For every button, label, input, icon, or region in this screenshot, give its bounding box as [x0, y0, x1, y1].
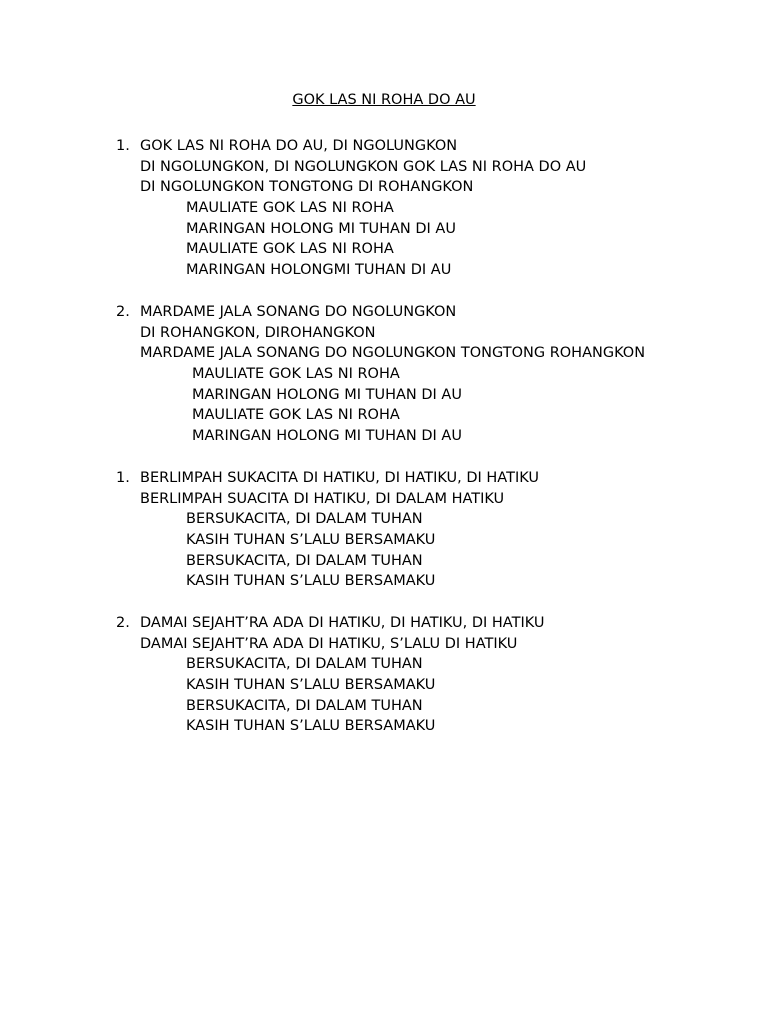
verse-line: 2. MARDAME JALA SONANG DO NGOLUNGKON — [116, 302, 736, 323]
verse-line: MARINGAN HOLONGMI TUHAN DI AU — [186, 262, 452, 279]
verse-number: 2. — [116, 304, 130, 320]
verse-line: DI NGOLUNGKON TONGTONG DI ROHANGKON — [140, 179, 474, 196]
verse-line: MAULIATE GOK LAS NI ROHA — [192, 407, 400, 424]
verse-number: 1. — [116, 470, 130, 486]
verse-3 — [116, 468, 736, 592]
verse-number: 1. — [116, 138, 130, 154]
verse-line: BERSUKACITA, DI DALAM TUHAN — [186, 656, 423, 673]
verse-line: KASIH TUHAN S’LALU BERSAMAKU — [186, 677, 436, 694]
verse-2 — [116, 302, 736, 447]
verse-line: MAULIATE GOK LAS NI ROHA — [186, 241, 394, 258]
verse-line: DAMAI SEJAHT’RA ADA DI HATIKU, S’LALU DI HATIKU — [140, 635, 518, 652]
verse-line: MARINGAN HOLONG MI TUHAN DI AU — [192, 386, 462, 403]
verse-4 — [116, 613, 736, 737]
verse-line: BERLIMPAH SUACITA DI HATIKU, DI DALAM HATIKU — [140, 490, 505, 507]
verse-line: 1. GOK LAS NI ROHA DO AU, DI NGOLUNGKON — [116, 136, 736, 157]
verse-line: 1. BERLIMPAH SUKACITA DI HATIKU, DI HATIKU, DI HATIKU — [116, 468, 736, 489]
verse-line: DI ROHANGKON, DIROHANGKON — [140, 324, 376, 341]
verse-1 — [116, 136, 736, 281]
document-title: GOK LAS NI ROHA DO AU — [292, 92, 476, 108]
verse-number: 2. — [116, 615, 130, 631]
verse-line: MARINGAN HOLONG MI TUHAN DI AU — [186, 220, 456, 237]
verse-line: DI NGOLUNGKON, DI NGOLUNGKON GOK LAS NI ROHA DO AU — [140, 158, 587, 175]
verse-line: MARINGAN HOLONG MI TUHAN DI AU — [192, 428, 462, 445]
verse-line: KASIH TUHAN S’LALU BERSAMAKU — [186, 718, 436, 735]
verse-line: 2. DAMAI SEJAHT’RA ADA DI HATIKU, DI HATIKU, DI HATIKU — [116, 613, 736, 634]
verse-line: MARDAME JALA SONANG DO NGOLUNGKON TONGTONG ROHANGKON — [140, 345, 646, 362]
verse-line: BERSUKACITA, DI DALAM TUHAN — [186, 552, 423, 569]
verse-line: MAULIATE GOK LAS NI ROHA — [192, 366, 400, 383]
verse-line: KASIH TUHAN S’LALU BERSAMAKU — [186, 573, 436, 590]
verse-line: BERSUKACITA, DI DALAM TUHAN — [186, 511, 423, 528]
verse-line: KASIH TUHAN S’LALU BERSAMAKU — [186, 532, 436, 549]
verse-line: MAULIATE GOK LAS NI ROHA — [186, 200, 394, 217]
verse-line: BERSUKACITA, DI DALAM TUHAN — [186, 697, 423, 714]
